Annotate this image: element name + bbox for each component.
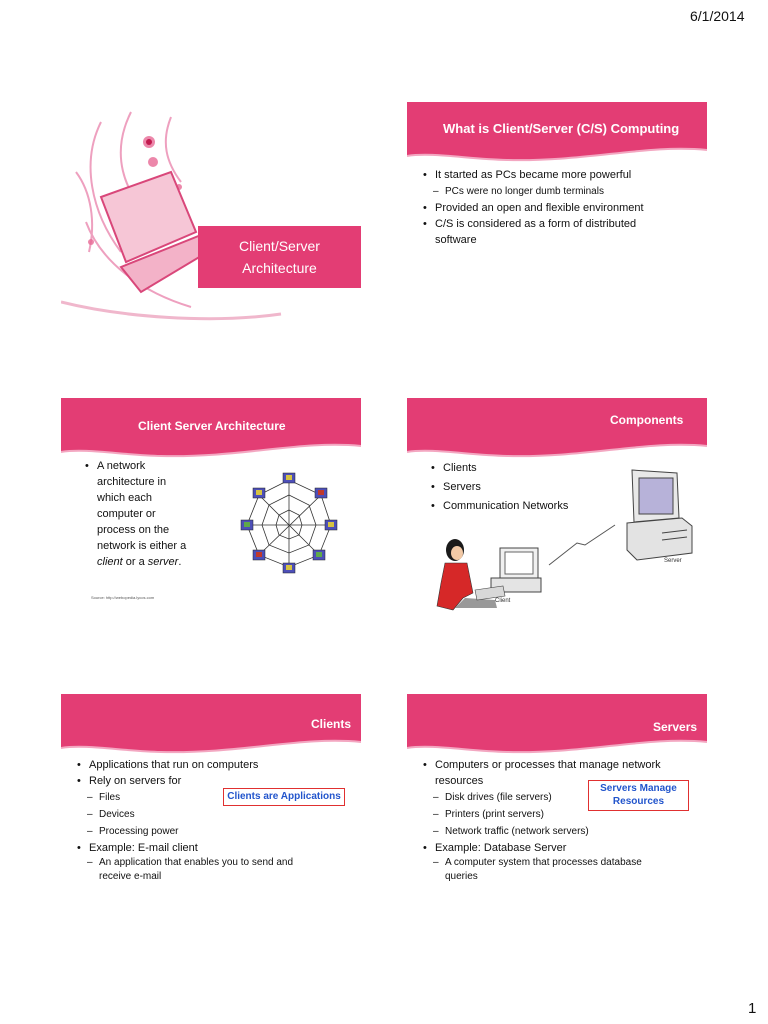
slide-4-title: Components	[610, 413, 684, 427]
client-user-illustration	[425, 538, 555, 613]
slide-banner	[407, 398, 707, 468]
slide-6-bullets	[423, 757, 703, 884]
slide-6	[407, 694, 707, 919]
list-item: – PCs were no longer dumb terminals	[423, 183, 698, 200]
slide-3	[61, 398, 361, 623]
list-item: • Clients	[431, 459, 568, 478]
slide-4	[407, 398, 707, 623]
server-computer-icon	[617, 468, 697, 563]
list-item: • Provided an open and flexible environment	[423, 200, 698, 216]
slide-2	[407, 102, 707, 327]
list-item: • Communication Networks	[431, 497, 568, 516]
list-item: • C/S is considered as a form of distributed software	[423, 216, 655, 248]
slide-1-heading: Client/Server Architecture	[239, 238, 320, 276]
slide-5	[61, 694, 361, 919]
client-label: Client	[495, 598, 511, 604]
slide-2-bullets	[423, 167, 698, 248]
slide-3-text: • A network architecture in which each computer or process on the network is either a client or a server.	[85, 460, 187, 568]
floral-laptop-illustration	[61, 102, 361, 327]
slide-5-title: Clients	[311, 717, 352, 731]
list-item: – Files	[77, 789, 337, 806]
slide-6-title: Servers	[653, 720, 698, 734]
lightning-link-icon	[547, 523, 617, 568]
list-item: – Disk drives (file servers)	[423, 789, 703, 806]
list-item: – Printers (print servers)	[423, 806, 703, 823]
list-item: – Processing power	[77, 823, 337, 840]
list-item: • Example: E-mail client	[77, 840, 337, 856]
list-item: • Applications that run on computers	[77, 757, 337, 773]
list-item: • Computers or processes that manage network resources	[423, 757, 700, 789]
list-item: • Rely on servers for	[77, 773, 337, 789]
list-item: – Network traffic (network servers)	[423, 823, 703, 840]
list-item: – An application that enables you to send and receive e-mail	[77, 856, 309, 884]
list-item: • It started as PCs became more powerful	[423, 167, 698, 183]
callout-box: Clients are Applications	[223, 788, 345, 806]
slide-4-bullets	[431, 459, 568, 516]
page-date: 6/1/2014	[690, 8, 745, 24]
source-citation: Source: http://webopedia.lycos.com	[91, 595, 155, 600]
slide-2-title: What is Client/Server (C/S) Computing	[443, 121, 680, 136]
list-item: – Devices	[77, 806, 337, 823]
slide-banner	[407, 102, 707, 172]
page-number: 1	[748, 1000, 757, 1017]
slide-3-title: Client Server Architecture	[138, 419, 286, 433]
list-item: • Example: Database Server	[423, 840, 703, 856]
list-item: – A computer system that processes database queries	[423, 856, 675, 884]
slide-1-title	[61, 102, 361, 327]
slide-5-bullets	[77, 757, 337, 884]
server-label: Server	[664, 558, 682, 564]
network-web-icon	[239, 470, 339, 575]
callout-box: Servers Manage Resources	[588, 780, 689, 811]
list-item: • Servers	[431, 478, 568, 497]
